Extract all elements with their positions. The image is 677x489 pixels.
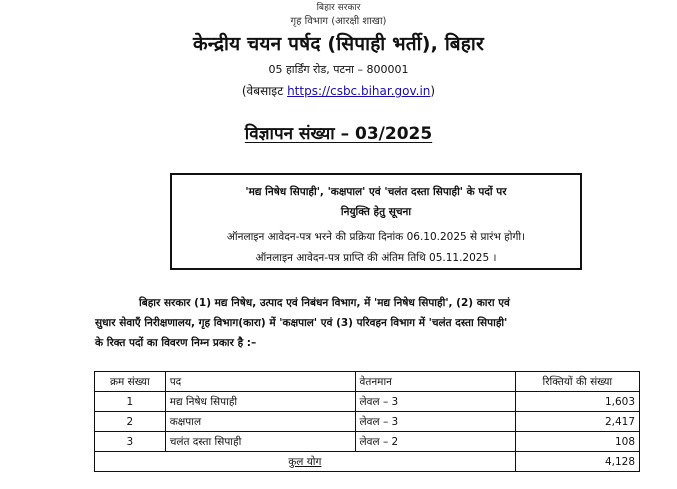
intro-paragraph-line-3: के रिक्त पदों का विवरण निम्न प्रकार है :– (95, 337, 257, 349)
notice-subheading: नियुक्ति हेतु सूचना (340, 206, 412, 218)
header-post: पद (165, 372, 355, 392)
advertisement-number: विज्ञापन संख्या – 03/2025 (244, 124, 433, 144)
notice-heading: 'मद्य निषेध सिपाही', 'कक्षपाल' एवं 'चलंत दस्ता सिपाही' के पदों पर (245, 186, 507, 198)
vacancy-table (94, 371, 640, 472)
row-vacancies: 108 (515, 432, 639, 452)
table-row (95, 412, 640, 432)
row-vacancies: 2,417 (515, 412, 639, 432)
header-serial: क्रम संख्या (95, 372, 166, 392)
intro-paragraph-line-1: बिहार सरकार (1) मद्य निषेध, उत्पाद एवं निबंधन विभाग, में 'मद्य निषेध सिपाही', (2) कारा एवं (139, 297, 510, 309)
website-link[interactable]: https://csbc.bihar.gov.in (287, 84, 431, 98)
row-post: मद्य निषेध सिपाही (165, 392, 355, 412)
header-pay-level: वेतनमान (355, 372, 515, 392)
row-post: कक्षपाल (165, 412, 355, 432)
table-total-row (95, 452, 640, 472)
total-label: कुल योग (95, 452, 516, 472)
table-row (95, 392, 640, 412)
website-prefix: (वेबसाइट (241, 84, 284, 98)
department-name: गृह विभाग (आरक्षी शाखा) (290, 16, 387, 27)
address: 05 हार्डिंग रोड, पटना – 800001 (268, 63, 409, 76)
total-value: 4,128 (515, 452, 639, 472)
row-vacancies: 1,603 (515, 392, 639, 412)
row-post: चलंत दस्ता सिपाही (165, 432, 355, 452)
row-serial: 3 (95, 432, 166, 452)
row-serial: 1 (95, 392, 166, 412)
row-pay-level: लेवल – 2 (355, 432, 515, 452)
website-line (0, 82, 677, 99)
intro-paragraph-line-2: सुधार सेवाएँ निरीक्षणालय, गृह विभाग(कारा) में 'कक्षपाल' एवं (3) परिवहन विभाग में 'चलंत दस्ता सिपाही' (95, 317, 508, 329)
government-name: बिहार सरकार (316, 3, 361, 13)
board-title: केन्द्रीय चयन पर्षद (सिपाही भर्ती), बिहार (193, 33, 484, 55)
notice-last-date: ऑनलाइन आवेदन-पत्र प्राप्ति की अंतिम तिथि 05.11.2025 । (255, 252, 497, 264)
row-serial: 2 (95, 412, 166, 432)
notice-start-date: ऑनलाइन आवेदन-पत्र भरने की प्रक्रिया दिनांक 06.10.2025 से प्रारंभ होगी। (226, 231, 526, 243)
row-pay-level: लेवल – 3 (355, 412, 515, 432)
table-header-row (95, 372, 640, 392)
row-pay-level: लेवल – 3 (355, 392, 515, 412)
notice-box (170, 173, 582, 270)
header-vacancies: रिक्तियों की संख्या (515, 372, 639, 392)
website-suffix: ) (430, 84, 436, 98)
table-row (95, 432, 640, 452)
